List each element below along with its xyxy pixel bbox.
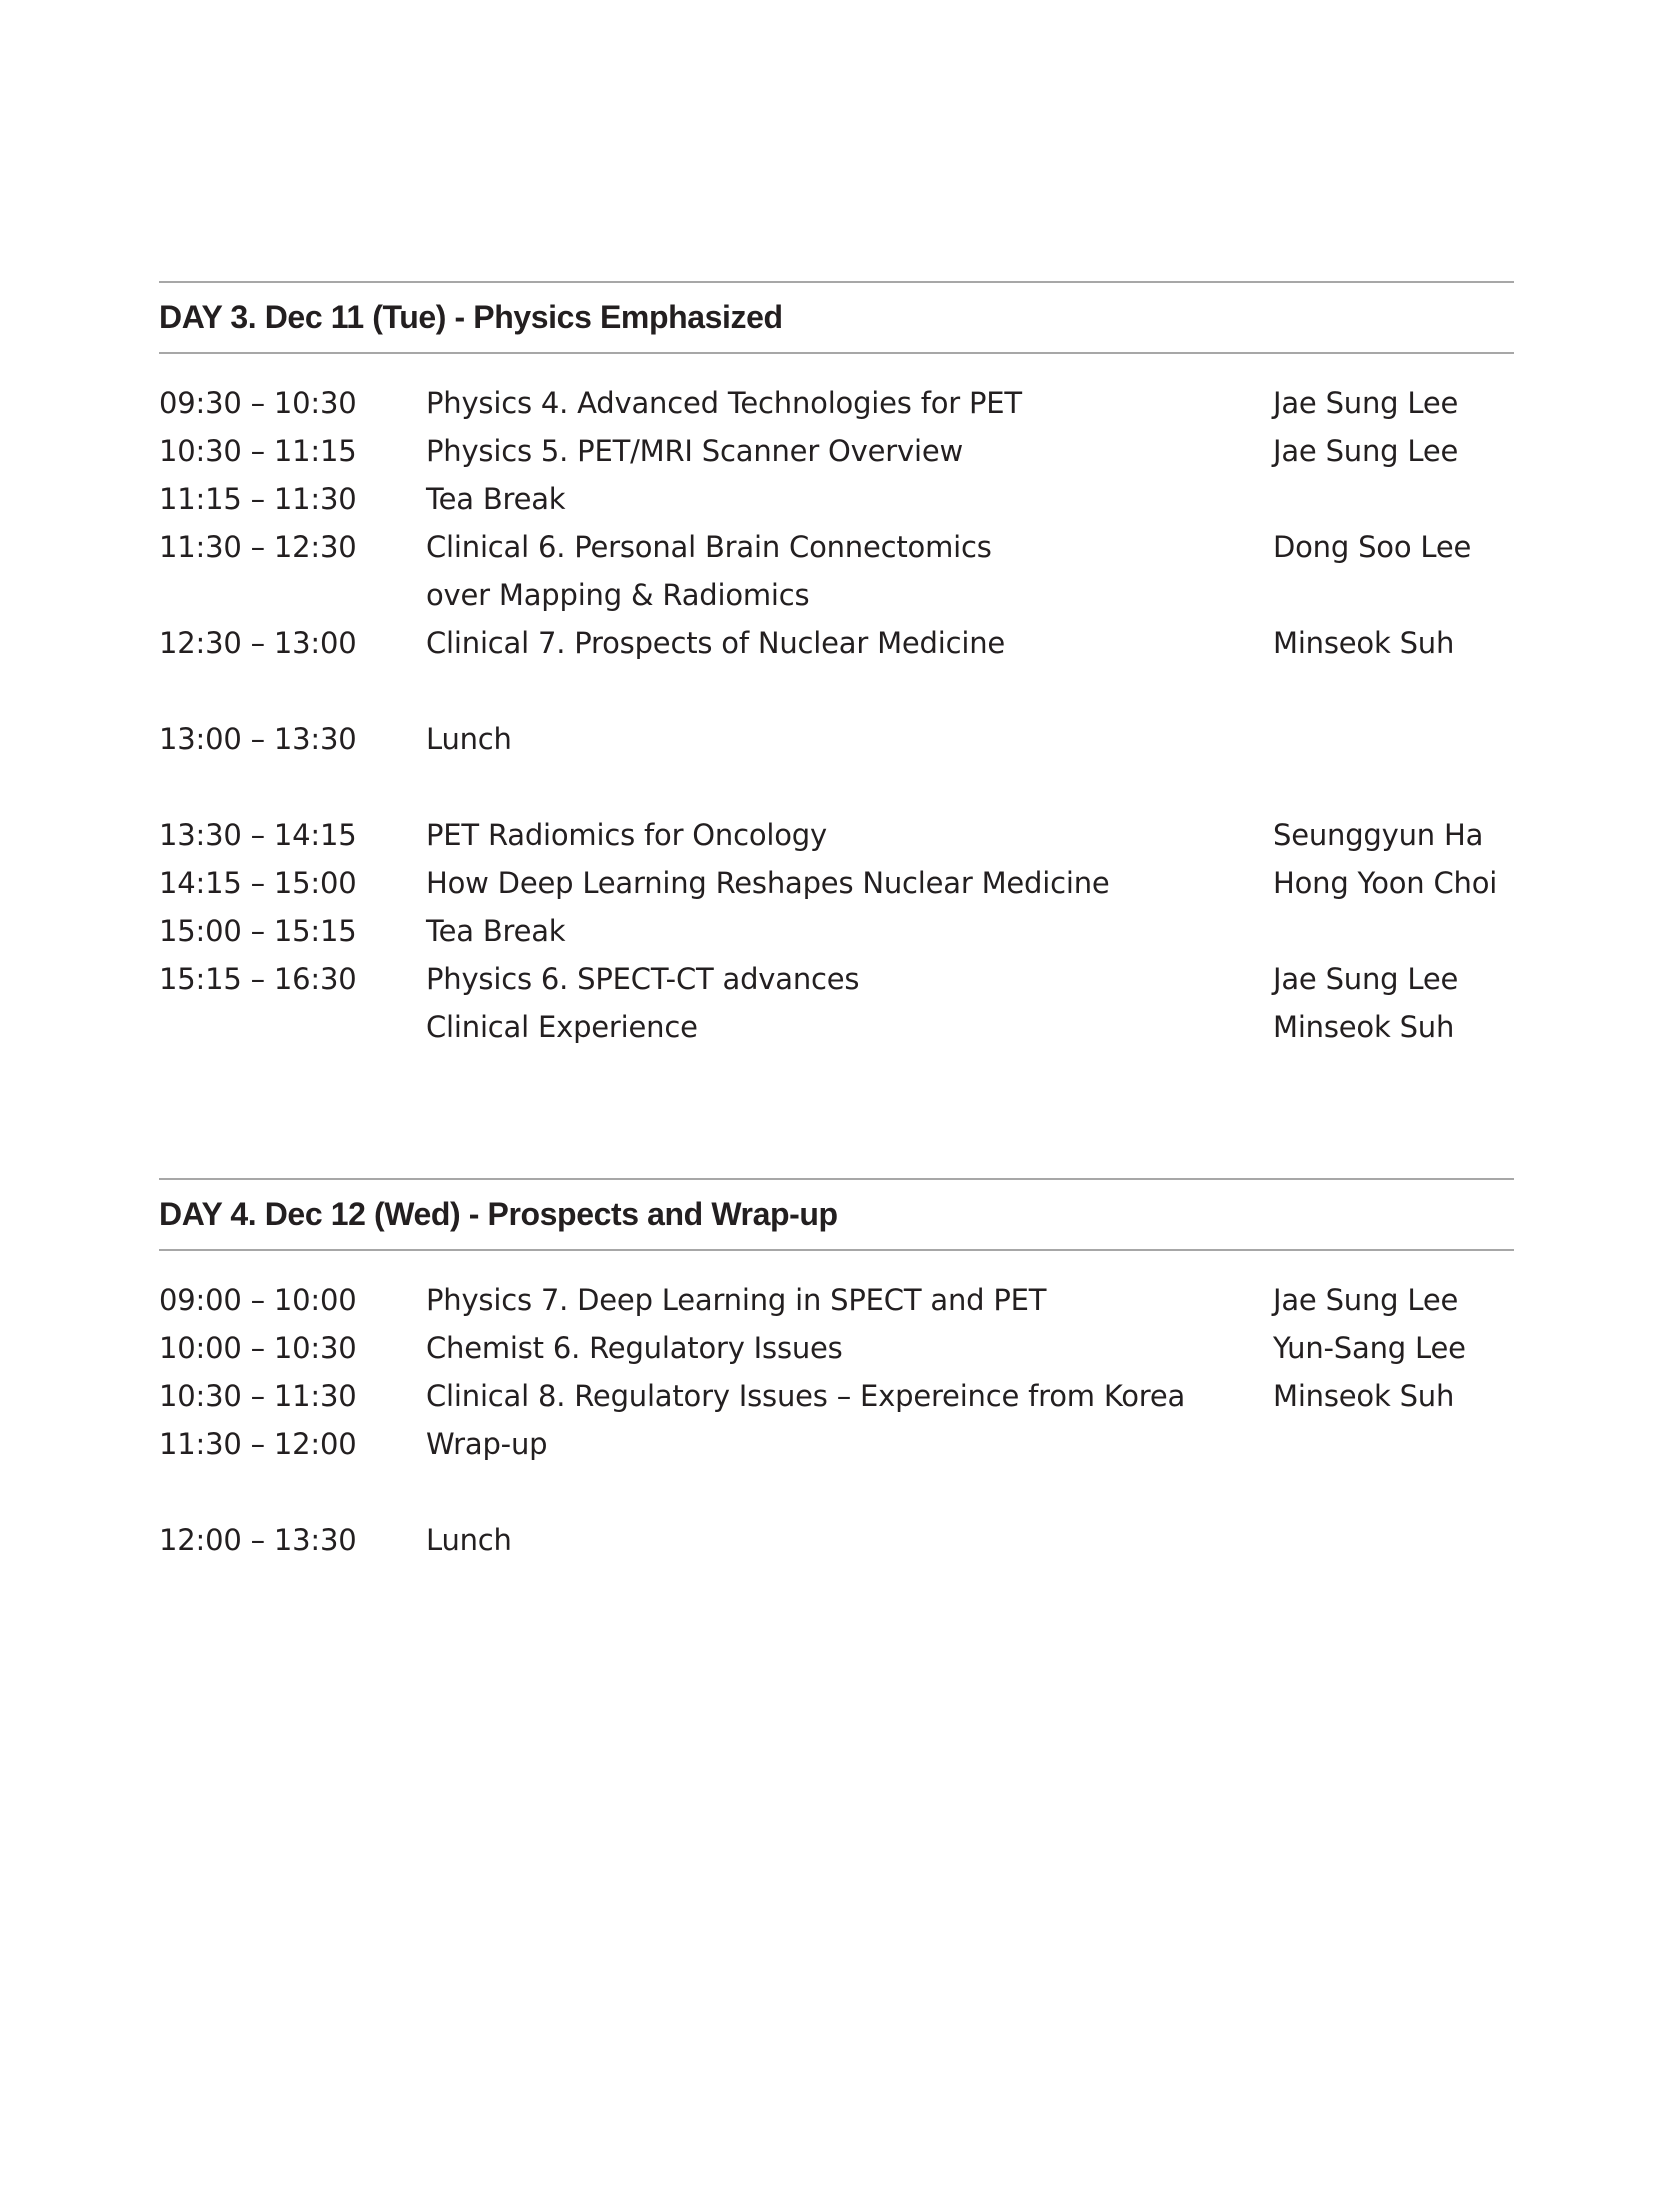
schedule-row-continuation [159,1003,1514,1051]
session-speaker: Hong Yoon Choi [1273,866,1498,900]
session-title: Lunch [426,1523,512,1557]
session-time: 09:30 – 10:30 [159,386,357,420]
session-title: Wrap-up [426,1427,548,1461]
session-title: Clinical 6. Personal Brain Connectomics [426,530,992,564]
session-speaker: Minseok Suh [1273,1010,1455,1044]
schedule-row [159,1276,1514,1324]
session-speaker: Jae Sung Lee [1273,962,1459,996]
schedule-row [159,811,1514,859]
schedule-row [159,1420,1514,1468]
session-time: 13:00 – 13:30 [159,722,357,756]
session-title: Clinical 7. Prospects of Nuclear Medicine [426,626,1006,660]
session-speaker: Dong Soo Lee [1273,530,1472,564]
session-speaker: Minseok Suh [1273,1379,1455,1413]
session-time: 13:30 – 14:15 [159,818,357,852]
day4-schedule [159,1251,1514,1564]
schedule-row [159,907,1514,955]
session-speaker: Yun-Sang Lee [1273,1331,1466,1365]
session-title: over Mapping & Radiomics [426,578,810,612]
session-title: Physics 4. Advanced Technologies for PET [426,386,1022,420]
session-title: How Deep Learning Reshapes Nuclear Medicine [426,866,1110,900]
session-speaker: Jae Sung Lee [1273,434,1459,468]
day3-section [159,281,1514,1051]
schedule-row [159,619,1514,667]
session-time: 11:15 – 11:30 [159,482,357,516]
session-title: Lunch [426,722,512,756]
schedule-row-lunch [159,1516,1514,1564]
schedule-row [159,1324,1514,1372]
session-title: PET Radiomics for Oncology [426,818,827,852]
session-time: 10:30 – 11:15 [159,434,357,468]
session-time: 10:30 – 11:30 [159,1379,357,1413]
schedule-row-continuation [159,571,1514,619]
schedule-row [159,379,1514,427]
day3-heading: DAY 3. Dec 11 (Tue) - Physics Emphasized [159,299,783,335]
session-time: 11:30 – 12:00 [159,1427,357,1461]
session-time: 14:15 – 15:00 [159,866,357,900]
day4-section [159,1178,1514,1564]
schedule-row [159,523,1514,571]
session-title: Chemist 6. Regulatory Issues [426,1331,843,1365]
schedule-row [159,427,1514,475]
session-title: Tea Break [426,914,566,948]
session-title: Clinical Experience [426,1010,698,1044]
schedule-row-lunch [159,715,1514,763]
session-time: 10:00 – 10:30 [159,1331,357,1365]
session-speaker: Seunggyun Ha [1273,818,1484,852]
session-speaker: Jae Sung Lee [1273,386,1459,420]
session-time: 12:00 – 13:30 [159,1523,357,1557]
schedule-row [159,1372,1514,1420]
session-time: 15:15 – 16:30 [159,962,357,996]
session-time: 15:00 – 15:15 [159,914,357,948]
session-title: Physics 7. Deep Learning in SPECT and PET [426,1283,1047,1317]
session-title: Physics 5. PET/MRI Scanner Overview [426,434,963,468]
session-speaker: Jae Sung Lee [1273,1283,1459,1317]
session-speaker: Minseok Suh [1273,626,1455,660]
session-title: Clinical 8. Regulatory Issues – Expereince from Korea [426,1379,1186,1413]
session-time: 12:30 – 13:00 [159,626,357,660]
day3-schedule [159,354,1514,1051]
session-time: 09:00 – 10:00 [159,1283,357,1317]
day4-heading: DAY 4. Dec 12 (Wed) - Prospects and Wrap-up [159,1196,838,1232]
session-time: 11:30 – 12:30 [159,530,357,564]
schedule-row [159,955,1514,1003]
session-title: Physics 6. SPECT-CT advances [426,962,860,996]
session-title: Tea Break [426,482,566,516]
schedule-row [159,475,1514,523]
schedule-row [159,859,1514,907]
